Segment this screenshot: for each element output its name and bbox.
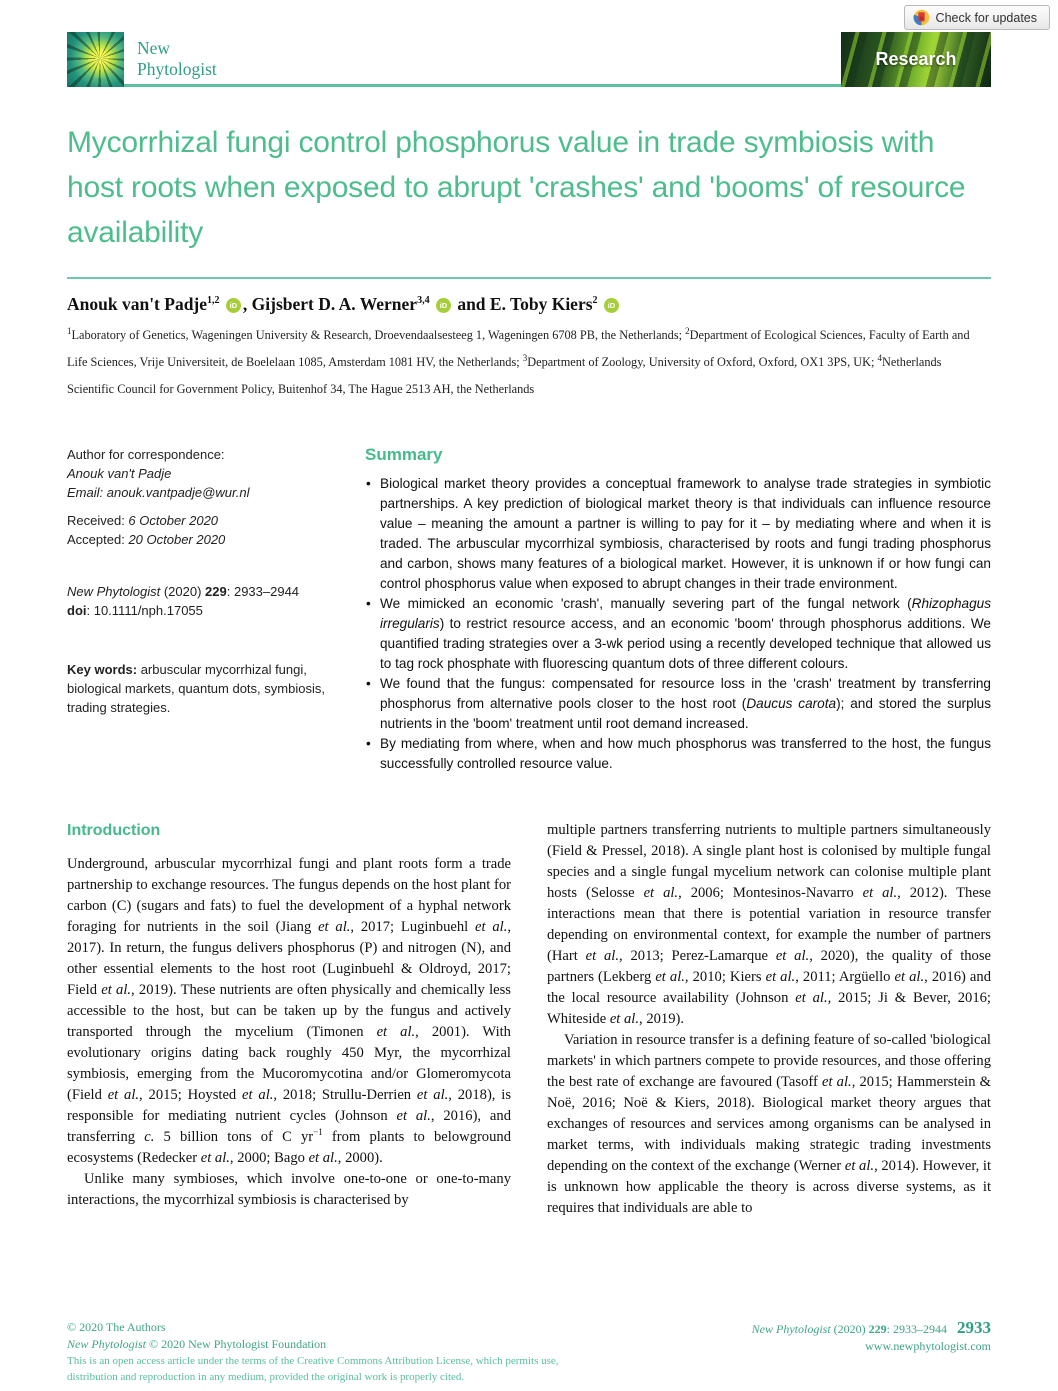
journal-name-line2: Phytologist (137, 59, 217, 79)
copyright-line-1: © 2020 The Authors (67, 1320, 166, 1334)
intro-paragraph-2: Unlike many symbioses, which involve one-to-one or one-to-many interactions, the mycorrhizal symbiosis is characterised by (67, 1171, 511, 1208)
affiliation-3-text: Department of Zoology, University of Oxford, Oxford, OX1 3PS, UK; (527, 355, 878, 369)
license-line-2: distribution and reproduction in any medium, provided the original work is properly cited. (67, 1371, 465, 1383)
intro-right-column (547, 820, 991, 1219)
affiliation-1-sup: 1 (67, 325, 72, 336)
title-divider (67, 277, 991, 279)
author-1-affiliations-sup: 1,2 (207, 295, 220, 307)
author-list (67, 294, 991, 315)
author-2 (252, 294, 430, 314)
citation-block (67, 582, 335, 620)
affiliations (67, 322, 991, 403)
new-phytologist-logo (67, 32, 124, 87)
article-title: Mycorrhizal fungi control phosphorus value in trade symbiosis with host roots when exposed to abrupt 'crashes' and 'booms' of resource availability (67, 126, 966, 249)
footer-copyright (67, 1319, 559, 1385)
accepted-date: Accepted: 20 October 2020 (67, 532, 226, 547)
page-number: 2933 (957, 1318, 991, 1337)
footer-citation (752, 1319, 991, 1355)
author-1-name: Anouk van't Padje (67, 294, 208, 314)
orcid-icon[interactable]: iD (226, 298, 241, 313)
introduction-heading: Introduction (67, 822, 161, 839)
summary-bullet-1: • Biological market theory provides a conceptual framework to analyse trade strategies in symbiotic partnerships. A key prediction of biological market theory is that individuals can influence resource value – meaning the amount a partner is willing to pay for it – by mediating where and when it is traded. The arbuscular mycorrhizal symbiosis, characterised by roots and fungi trading phosphorus and carbon, shows many features of a biological market. However, it is unknown if or how fungi can control phosphorus value when exposed to abrupt changes in their trade environment. (365, 474, 991, 594)
received-date: Received: 6 October 2020 (67, 513, 219, 528)
summary-bullet-2: • We mimicked an economic 'crash', manually severing part of the fungal network (Rhizophagus irregularis) to restrict resource access, and an economic 'boom' through phosphorus additions. We quantified trading strategies over a 3-wk period using a recently developed technique that allowed us to tag rock phosphate with fluorescing quantum dots of three different colours. (365, 594, 991, 674)
affiliation-4-text: Netherlands Scientific Council for Government Policy, Buitenhof 34, The Hague 2513 AH, the Netherlands (67, 355, 942, 396)
introduction-section (67, 820, 991, 1219)
orcid-icon[interactable]: iD (604, 298, 619, 313)
orcid-icon[interactable]: iD (436, 298, 451, 313)
license-line-1: This is an open access article under the terms of the Creative Commons Attribution License, which permits use, (67, 1355, 559, 1367)
author-3-affiliations-sup: 2 (592, 295, 598, 307)
journal-name-line1: New (137, 38, 171, 58)
summary-heading: Summary (365, 445, 443, 464)
keywords-block (67, 660, 335, 717)
journal-citation: New Phytologist (2020) 229: 2933–2944 (67, 584, 300, 599)
correspondence-block (67, 445, 335, 502)
check-for-updates-label: Check for updates (935, 10, 1037, 25)
affiliation-1-text: Laboratory of Genetics, Wageningen University & Research, Droevendaalsesteeg 1, Wageningen 6708 PB, the Netherlands; (71, 328, 686, 342)
journal-website-link[interactable]: www.newphytologist.com (865, 1339, 991, 1353)
author-separator: , (242, 294, 252, 314)
intro-paragraph-3: Variation in resource transfer is a defining feature of so-called 'biological markets' in which partners compete to provide resources, and those offering the best rate of exchange are favoured (Tasoff et al., 2015; Hammerstein & Noë, 2016; Noë & Kiers, 2018). Biological market theory argues that exchanges of resources and services among organisms can be analysed in market terms, with individuals making strategic trading investments depending on the context of the exchange (Werner et al., 2014). However, it is unknown how applicable the theory is across diverse systems, as it requires that individuals are able to (547, 1032, 992, 1216)
research-badge (841, 32, 991, 87)
summary-bullet-3: • We found that the fungus: compensated for resource loss in the 'crash' treatment by transferring phosphorus from alternative pools closer to the host root (Daucus carota); and stored the surplus nutrients in the 'boom' treatment until root demand increased. (365, 674, 991, 734)
keywords: Key words: arbuscular mycorrhizal fungi, biological markets, quantum dots, symbiosis, trading strategies. (67, 662, 325, 715)
page-footer (67, 1319, 991, 1385)
author-2-name: Gijsbert D. A. Werner (251, 294, 418, 314)
summary-bullet-4: • By mediating from where, when and how much phosphorus was transferred to the host, the fungus successfully controlled resource value. (365, 734, 991, 774)
research-badge-label: Research (875, 49, 957, 69)
intro-paragraph-1: Underground, arbuscular mycorrhizal fungi and plant roots form a trade partnership to exchange resources. The fungus depends on the host plant for carbon (C) (sugars and fats) to fuel the development of a hyphal network foraging for nutrients in the soil (Jiang et al., 2017; Luginbuehl et al., 2017). In return, the fungus delivers phosphorus (P) and nitrogen (N), and other essential elements to the host root (Luginbuehl & Oldroyd, 2017; Field et al., 2019). These nutrients are often physically and chemically less accessible to the host, but can be taken up by the fungus and actively transported through the mycelium (Timonen et al., 2001). With evolutionary origins dating back roughly 450 Myr, the mycorrhizal symbiosis, emerging from the Mucoromycotina and/or Glomeromycota (Field et al., 2015; Hoysted et al., 2018; Strullu-Derrien et al., 2018), is responsible for mediating nutrient cycles (Johnson et al., 2016), and transferring c. 5 billion tons of C $yr^{-1}$ from plants to belowground ecosystems (Redecker et al., 2000; Bago et al., 2000). (67, 856, 512, 1166)
check-for-updates-button[interactable] (904, 5, 1050, 30)
journal-name (137, 32, 217, 84)
affiliation-2-sup: 2 (685, 325, 690, 336)
dates-block (67, 511, 335, 549)
author-1 (67, 294, 220, 314)
affiliation-4-sup: 4 (877, 352, 883, 363)
footer-journal-citation: New Phytologist (2020) 229: 2933–2944 (751, 1322, 947, 1336)
affiliation-2-text: Department of Ecological Sciences, Faculty of Earth and Life Sciences, Vrije Universiteit, de Boelelaan 1085, Amsterdam 1081 HV, the Netherlands; (67, 328, 970, 369)
abstract-region (67, 445, 991, 774)
correspondence-label: Author for correspondence: (67, 447, 225, 462)
correspondence-name: Anouk van't Padje (67, 466, 172, 481)
copyright-line-2: New Phytologist © 2020 New Phytologist Foundation (67, 1337, 327, 1351)
affiliation-3-sup: 3 (522, 352, 528, 363)
header-band (124, 32, 991, 87)
crossmark-icon (913, 9, 930, 26)
author-3 (490, 294, 598, 314)
journal-header (67, 32, 991, 87)
article-info-sidebar (67, 445, 335, 774)
intro-left-column (67, 820, 511, 1219)
author-separator: and (452, 294, 490, 314)
top-bar (0, 0, 1058, 32)
doi: doi: 10.1111/nph.17055 (67, 603, 203, 618)
correspondence-email[interactable]: Email: anouk.vantpadje@wur.nl (67, 485, 250, 500)
author-3-name: E. Toby Kiers (489, 294, 593, 314)
summary-section (335, 445, 991, 774)
intro-paragraph-1-continued: multiple partners transferring nutrients to multiple partners simultaneously (Field & Pressel, 2018). A single plant host is colonised by multiple fungal species and a single fungal mycelium network can colonise multiple plant hosts (Selosse et al., 2006; Montesinos-Navarro et al., 2012). These interactions mean that there is potential variation in resource transfer depending on environmental context, for example the number of partners (Hart et al., 2013; Perez-Lamarque et al., 2020), the quality of those partners (Lekberg et al., 2010; Kiers et al., 2011; Argüello et al., 2016) and the local resource availability (Johnson et al., 2015; Ji & Bever, 2016; Whiteside et al., 2019). (547, 822, 991, 1027)
author-2-affiliations-sup: 3,4 (417, 295, 430, 307)
